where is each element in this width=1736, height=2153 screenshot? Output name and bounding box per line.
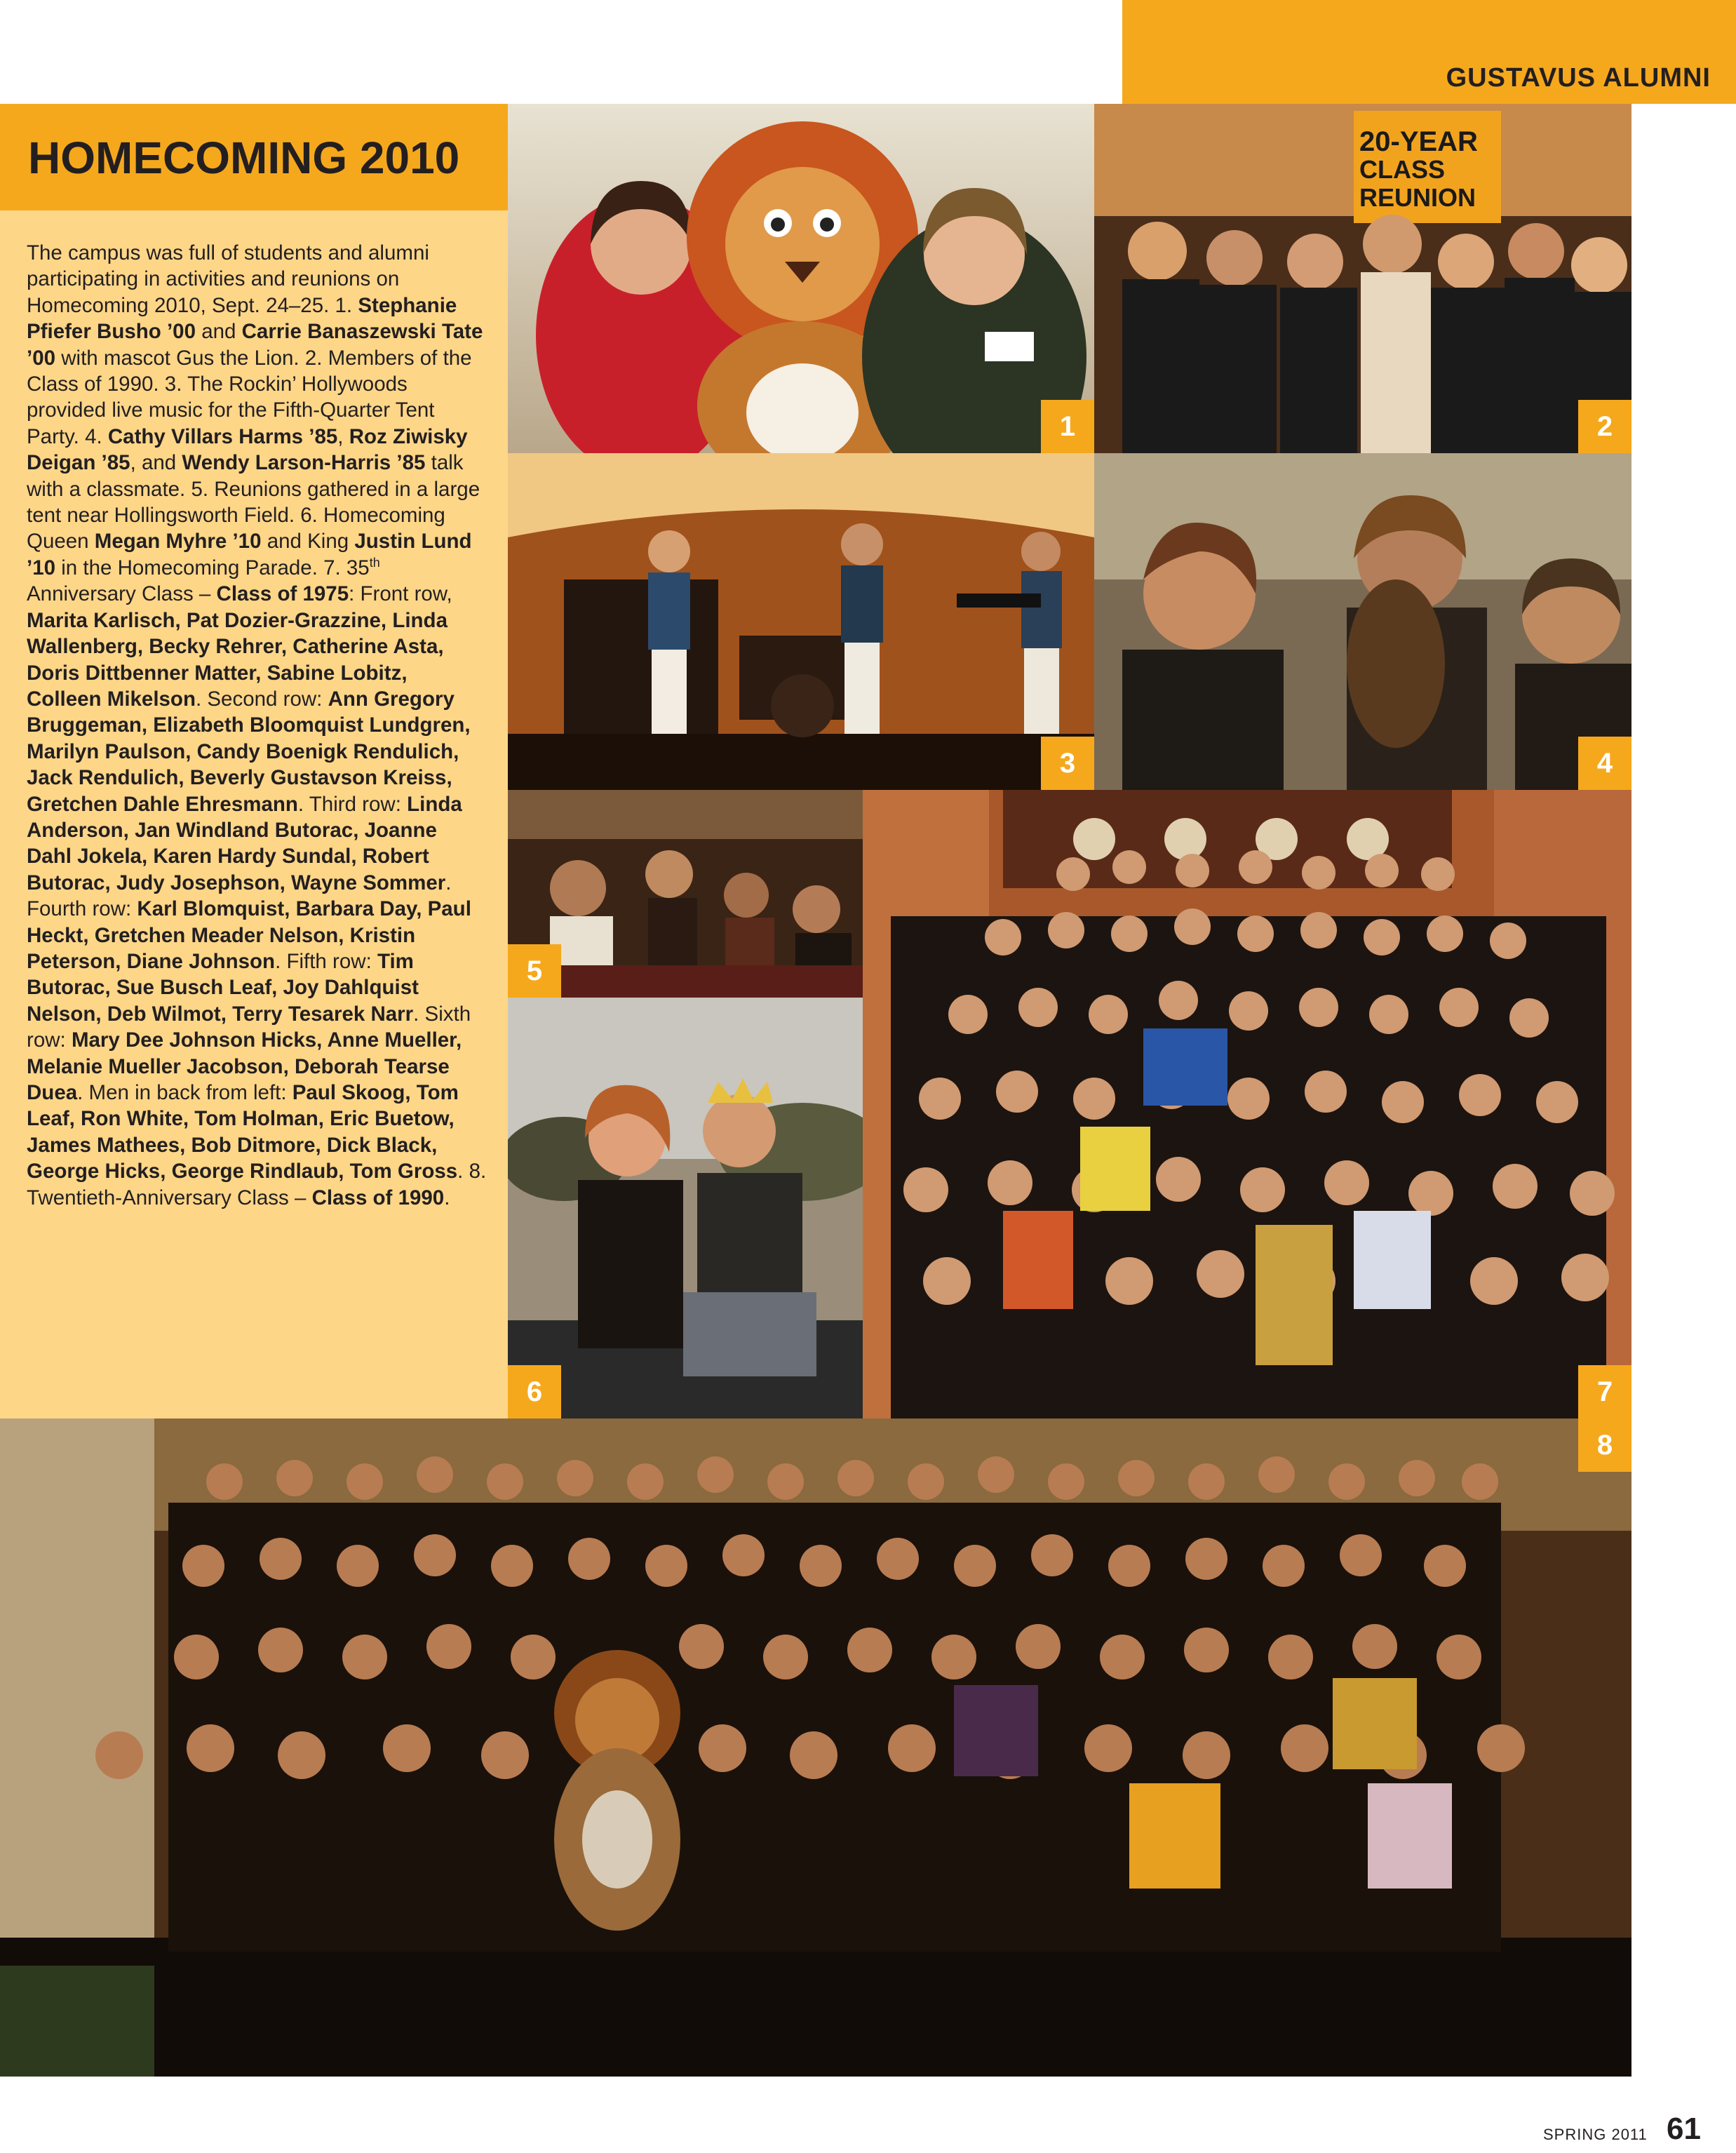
- caption-3: 3. The Rockin’ Hollywoods provided live music for the Fifth-Quarter Tent Party.: [27, 373, 435, 448]
- caption-7-fifth: Tim Butorac, Sue Busch Leaf, Joy Dahlquist Nelson, Deb Wilmot, Terry Tesarek Narr: [27, 949, 419, 1026]
- photo-4-number: 4: [1578, 737, 1631, 790]
- photo-8-number: 8: [1578, 1418, 1631, 1472]
- caption-intro: The campus was full of students and alumni participating in activities and reunions on Homecoming 2010, Sept. 24–25.: [27, 241, 429, 317]
- caption-7-pre: 7. 35: [323, 556, 370, 579]
- banner-line-2: CLASS: [1359, 155, 1446, 184]
- photo-2-number: 2: [1578, 400, 1631, 453]
- caption-4-and: and: [141, 451, 177, 475]
- caption-1-num: 1.: [335, 293, 353, 317]
- caption-7-mid: Anniversary Class –: [27, 582, 211, 606]
- caption-6-pre: 6. Homecoming Queen: [27, 504, 445, 554]
- caption-7-fifth-label: . Fifth row:: [275, 949, 372, 973]
- photo-1-number: 1: [1041, 400, 1094, 453]
- caption-8-end: .: [444, 1186, 450, 1209]
- photo-3-band: [508, 453, 1094, 790]
- caption-7-sixth-label: . Sixth row:: [27, 1002, 471, 1052]
- caption-8-pre: . 8. Twentieth-Anniversary Class –: [27, 1160, 487, 1209]
- caption-1-and: and: [201, 320, 236, 344]
- photo-1-image: [508, 104, 1094, 453]
- reunion-banner: [1359, 128, 1500, 212]
- caption-7-front-label: : Front row,: [349, 582, 452, 606]
- photo-4-image: [1094, 453, 1631, 790]
- caption-7-class: Class of 1975: [216, 582, 349, 606]
- photo-6-royalty: [508, 998, 863, 1418]
- issue-label: SPRING 2011: [1543, 2126, 1648, 2143]
- caption-7-second-label: . Second row:: [195, 687, 323, 711]
- caption-6-queen: Megan Myhre ’10: [94, 530, 262, 554]
- caption-7-third-label: . Third row:: [297, 792, 401, 816]
- article-title: HOMECOMING 2010: [28, 133, 460, 183]
- page-number: 61: [1667, 2112, 1701, 2146]
- caption-4-name-b: Roz Ziwisky Deigan ’85: [27, 424, 468, 475]
- caption-7-sixth: Mary Dee Johnson Hicks, Anne Mueller, Melanie Mueller Jacobson, Deborah Tearse Duea: [27, 1028, 462, 1104]
- photo-6-number: 6: [508, 1365, 561, 1418]
- caption-4-name-a: Cathy Villars Harms ’85: [107, 424, 338, 448]
- caption-4-rest: talk with a classmate.: [27, 451, 464, 501]
- caption-6-rest: in the Homecoming Parade.: [61, 556, 318, 579]
- caption-1-name-b: Carrie Banaszewski Tate ’00: [27, 320, 483, 370]
- caption-7-front: Marita Karlisch, Pat Dozier-Grazzine, Linda Wallenberg, Becky Rehrer, Catherine Asta, Doris Dittbenner Matter, Sabine Lobitz, Colleen Mikelson: [27, 608, 448, 711]
- caption-6-king: Justin Lund ’10: [27, 530, 472, 579]
- photo-7-number: 7: [1578, 1365, 1631, 1418]
- photo-8-image: [0, 1418, 1631, 2077]
- title-box: [0, 104, 508, 210]
- caption-7-men-label: . Men in back from left:: [77, 1081, 287, 1104]
- banner-line-3: REUNION: [1359, 183, 1476, 212]
- caption-6-mid: and King: [267, 530, 349, 554]
- caption-7-third: Linda Anderson, Jan Windland Butorac, Joanne Dahl Jokela, Karen Hardy Sundal, Robert Butorac, Judy Josephson, Wayne Sommer: [27, 792, 462, 894]
- photo-2-class-1990: [1094, 104, 1631, 453]
- photo-3-image: [508, 453, 1094, 790]
- caption-4-num: 4.: [85, 424, 102, 448]
- caption-7-sup: th: [369, 556, 380, 570]
- caption-7-fourth-label: . Fourth row:: [27, 871, 452, 921]
- caption-1-rest: with mascot Gus the Lion.: [61, 346, 300, 370]
- photo-3-number: 3: [1041, 737, 1094, 790]
- caption-2: 2. Members of the Class of 1990.: [27, 346, 472, 396]
- caption-7-men: Paul Skoog, Tom Leaf, Ron White, Tom Holman, Eric Buetow, James Mathees, Bob Ditmore, Dick Black, George Hicks, George Rindlaub, Tom Gross: [27, 1081, 459, 1183]
- section-header-bar: [1122, 0, 1736, 104]
- photo-7-class-1975: [863, 790, 1631, 1418]
- photo-6-image: [508, 998, 863, 1418]
- photo-4-classmates: [1094, 453, 1631, 790]
- section-label: GUSTAVUS ALUMNI: [1446, 63, 1711, 93]
- caption-7-fourth: Karl Blomquist, Barbara Day, Paul Heckt, Gretchen Meader Nelson, Kristin Peterson, Diane Johnson: [27, 897, 471, 973]
- caption-8-class: Class of 1990: [311, 1186, 445, 1209]
- caption-5: 5. Reunions gathered in a large tent near Hollingsworth Field.: [27, 477, 480, 528]
- photo-5-number: 5: [508, 944, 561, 998]
- banner-line-1: 20-YEAR: [1359, 126, 1478, 157]
- photo-5-tent: [508, 790, 863, 998]
- photo-8-class-1990: [0, 1418, 1631, 2077]
- photo-1-mascot: [508, 104, 1094, 453]
- photo-7-image: [863, 790, 1631, 1418]
- caption-4-name-c: Wendy Larson-Harris ’85: [182, 451, 426, 475]
- caption-1-name-a: Stephanie Pfiefer Busho ’00: [27, 293, 457, 344]
- caption-7-second: Ann Gregory Bruggeman, Elizabeth Bloomquist Lundgren, Marilyn Paulson, Candy Boenigk Rendulich, Jack Rendulich, Beverly Gustavson Kreiss, Gretchen Dahle Ehresmann: [27, 687, 471, 816]
- caption-text: The campus was full of students and alumni participating in activities and reunions on Homecoming 2010, Sept. 24–25. 1. Stephanie Pfiefer Busho ’00 and Carrie Banaszewski Tate ’00 with mascot Gus the Lion. 2. Members of the Class of 1990. 3. The Rockin’ Hollywoods provided live music for the Fifth-Quarter Tent Party. 4. Cathy Villars Harms ’85, Roz Ziwisky Deigan ’85, and Wendy Larson-Harris ’85 talk with a classmate. 5. Reunions gathered in a large tent near Hollingsworth Field. 6. Homecoming Queen Megan Myhre ’10 and King Justin Lund ’10 in the Homecoming Parade. 7. 35th Anniversary Class – Class of 1975: Front row, Marita Karlisch, Pat Dozier-Grazzine, Linda Wallenberg, Becky Rehrer, Catherine Asta, Doris Dittbenner Matter, Sabine Lobitz, Colleen Mikelson. Second row: Ann Gregory Bruggeman, Elizabeth Bloomquist Lundgren, Marilyn Paulson, Candy Boenigk Rendulich, Jack Rendulich, Beverly Gustavson Kreiss, Gretchen Dahle Ehresmann. Third row: Linda Anderson, Jan Windland Butorac, Joanne Dahl Jokela, Karen Hardy Sundal, Robert Butorac, Judy Josephson, Wayne Sommer. Fourth row: Karl Blomquist, Barbara Day, Paul Heckt, Gretchen Meader Nelson, Kristin Peterson, Diane Johnson. Fifth row: Tim Butorac, Sue Busch Leaf, Joy Dahlquist Nelson, Deb Wilmot, Terry Tesarek Narr. Sixth row: Mary Dee Johnson Hicks, Anne Mueller, Melanie Mueller Jacobson, Deborah Tearse Duea. Men in back from left: Paul Skoog, Tom Leaf, Ron White, Tom Holman, Eric Buetow, James Mathees, Bob Ditmore, Dick Black, George Hicks, George Rindlaub, Tom Gross. 8. Twentieth-Anniversary Class – Class of 1990.: [27, 241, 487, 1209]
- caption-box: [0, 210, 508, 1418]
